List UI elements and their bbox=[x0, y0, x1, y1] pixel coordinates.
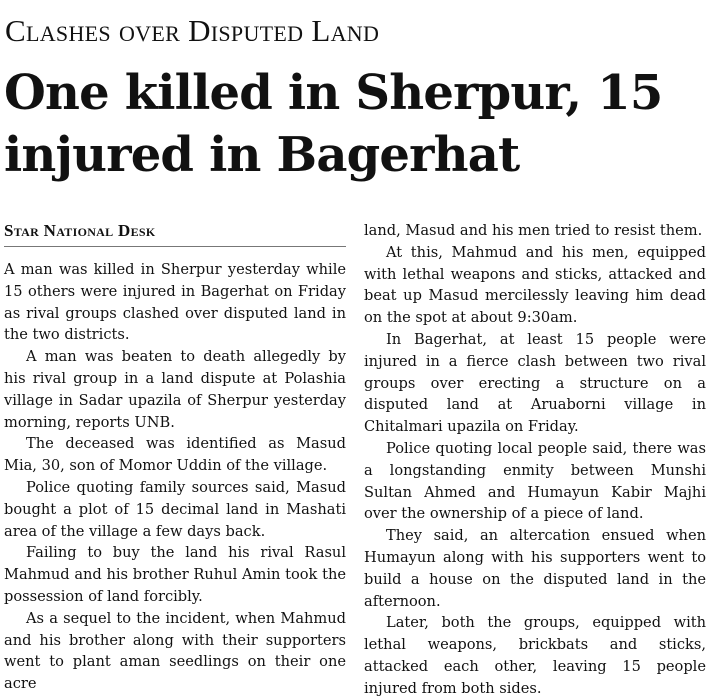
paragraph: At this, Mahmud and his men, equipped with lethal weapons and sticks, attacked and beat up Masud mercilessly leaving him dead on the spot at about 9:30am. bbox=[364, 243, 706, 327]
paragraph: As a sequel to the incident, when Mahmud and his brother along with their supporters went to plant aman seedlings on their one acre bbox=[4, 609, 346, 693]
headline-line-2: injured in Bagerhat bbox=[4, 127, 520, 183]
article-column-left bbox=[4, 220, 346, 695]
article-headline bbox=[4, 62, 708, 186]
paragraph: A man was beaten to death allegedly by his rival group in a land dispute at Polashia village in Sadar upazila of Sherpur yesterday morning, reports UNB. bbox=[4, 348, 346, 431]
paragraph: They said, an altercation ensued when Humayun along with his supporters went to build a house on the disputed land in the afternoon. bbox=[364, 527, 706, 610]
byline-divider bbox=[4, 246, 346, 247]
paragraph: land, Masud and his men tried to resist them. bbox=[364, 222, 703, 239]
kicker-heading: Clashes over Disputed Land bbox=[5, 13, 380, 48]
paragraph: Later, both the groups, equipped with lethal weapons, brickbats and sticks, attacked each other, leaving 15 people injured from both sides. bbox=[364, 614, 706, 697]
byline: Star National Desk bbox=[4, 221, 156, 240]
paragraph: A man was killed in Sherpur yesterday while 15 others were injured in Bagerhat on Friday as rival groups clashed over disputed land in the two districts. bbox=[4, 261, 346, 344]
paragraph: The deceased was identified as Masud Mia, 30, son of Momor Uddin of the village. bbox=[4, 435, 346, 475]
headline-line-1: One killed in Sherpur, 15 bbox=[4, 65, 663, 121]
article-column-right bbox=[364, 220, 706, 700]
paragraph: In Bagerhat, at least 15 people were injured in a fierce clash between two rival groups over erecting a structure on a disputed land at Aruaborni village in Chitalmari upazila on Friday. bbox=[364, 330, 706, 436]
paragraph: Police quoting local people said, there was a longstanding enmity between Munshi Sultan Ahmed and Humayun Kabir Majhi over the ownership of a piece of land. bbox=[364, 439, 706, 523]
paragraph: Failing to buy the land his rival Rasul Mahmud and his brother Ruhul Amin took the possession of land forcibly. bbox=[4, 544, 346, 605]
paragraph: Police quoting family sources said, Masud bought a plot of 15 decimal land in Mashati area of the village a few days back. bbox=[4, 478, 346, 540]
